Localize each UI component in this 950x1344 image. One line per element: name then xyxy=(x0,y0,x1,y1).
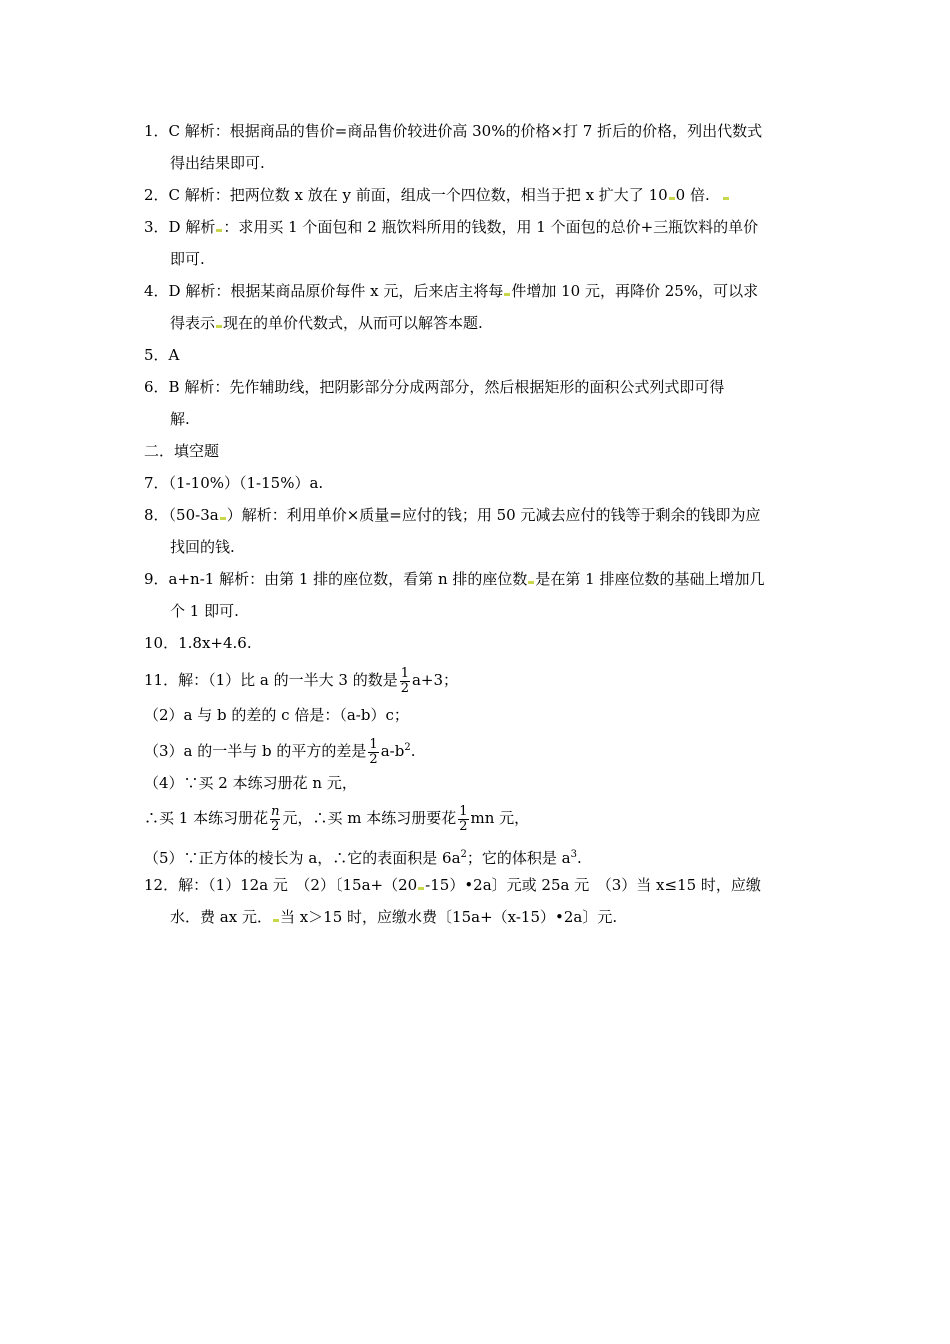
highlight-mark xyxy=(504,293,510,296)
answer-6: 6．B 解析：先作辅助线，把阴影部分分成两部分，然后根据矩形的面积公式列式即可得 xyxy=(144,378,725,396)
highlight-mark xyxy=(418,887,424,890)
answer-11-part6: （5）∵正方体的棱长为 a，∴它的表面积是 $6a^2$；它的体积是 $a^3$. xyxy=(144,849,582,867)
answer-10: 10．1.8x+4.6. xyxy=(144,634,252,652)
highlight-mark xyxy=(220,517,226,520)
answer-11-part2: （2）a 与 b 的差的 c 倍是：（a-b）c； xyxy=(144,706,409,724)
answer-3-cont: 即可. xyxy=(170,250,205,268)
answer-4-cont: 得表示 现在的单价代数式，从而可以解答本题. xyxy=(170,314,483,332)
answer-11-part4: （4）∵买 2 本练习册花 n 元， xyxy=(144,774,357,792)
answer-9-cont: 个 1 即可. xyxy=(170,602,239,620)
highlight-mark xyxy=(273,919,279,922)
answer-11-part1: 11．解：（1）比 a 的一半大 3 的数是 $\frac{1}{2}$ a+3； xyxy=(144,665,459,696)
answer-12-cont: 水．费 ax 元． 当 x＞15 时，应缴水费〔15a+（x-15）•2a〕元. xyxy=(170,908,618,926)
answer-8: 8．（50-3a ）解析：利用单价×质量=应付的钱；用 50 元减去应付的钱等于剩余的钱即为应 xyxy=(144,506,761,524)
answer-4: 4．D 解析：根据某商品原价每件 x 元，后来店主将每 件增加 10 元，再降价 25%，可以求 xyxy=(144,282,759,300)
answer-11-part3: （3）a 的一半与 b 的平方的差是 $\frac{1}{2}$ $a-b^2$. xyxy=(144,736,416,767)
answer-7: 7．（1-10%）（1-15%）a. xyxy=(144,474,324,492)
section-heading: 二．填空题 xyxy=(144,442,220,460)
highlight-mark xyxy=(216,229,222,232)
answer-3: 3．D 解析 ：求用买 1 个面包和 2 瓶饮料所用的钱数，用 1 个面包的总价+三瓶饮料的单价 xyxy=(144,218,759,236)
answer-2: 2．C 解析：把两位数 x 放在 y 前面，组成一个四位数，相当于把 x 扩大了 10 0 倍. xyxy=(144,184,730,206)
answer-5: 5．A xyxy=(144,346,180,364)
answer-12: 12．解：（1）12a 元 （2）〔15a+（20 -15）•2a〕元或 25a 元 （3）当 x≤15 时，应缴 xyxy=(144,876,761,894)
fraction: $\frac{1}{2}$ xyxy=(400,665,409,696)
highlight-mark xyxy=(528,581,534,584)
answer-8-cont: 找回的钱. xyxy=(170,538,235,556)
answer-1-cont: 得出结果即可. xyxy=(170,154,265,172)
answer-11-part5: ∴买 1 本练习册花 $\frac{n}{2}$ 元，∴买 m 本练习册要花 $\frac{1}{2}$ mn 元， xyxy=(144,803,530,834)
answer-9: 9．a+n-1 解析：由第 1 排的座位数，看第 n 排的座位数 是在第 1 排座位数的基础上增加几 xyxy=(144,570,765,588)
highlight-mark xyxy=(723,197,729,200)
highlight-mark xyxy=(669,197,675,200)
highlight-mark xyxy=(216,325,222,328)
answer-1: 1．C 解析：根据商品的售价=商品售价较进价高 30%的价格×打 7 折后的价格，列出代数式 xyxy=(144,122,763,140)
fraction: $\frac{n}{2}$ xyxy=(271,803,280,834)
fraction: $\frac{1}{2}$ xyxy=(459,803,468,834)
fraction: $\frac{1}{2}$ xyxy=(369,736,378,767)
answer-6-cont: 解. xyxy=(170,410,190,428)
